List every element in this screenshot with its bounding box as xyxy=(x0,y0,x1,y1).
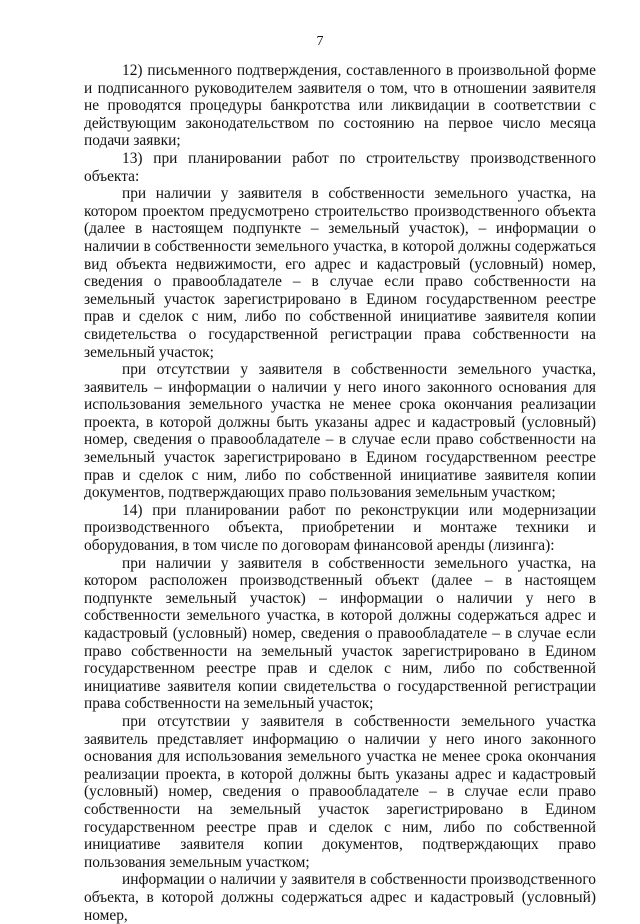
document-body xyxy=(84,62,596,924)
paragraph-land-not-owned-reconstruction: при отсутствии у заявителя в собственности земельного участка заявитель представляет информацию о наличии у него иного законного основания для использования земельного участка не менее срока окончания реализации проекта, в которой должны быть указаны адрес и кадастровый (условный) номер, сведения о правообладателе – в случае если право собственности на земельный участок зарегистрировано в Едином государственном реестре прав и сделок с ним, либо по собственной инициативе заявителя копии документов, подтверждающих право пользования земельным участком; xyxy=(84,712,596,871)
paragraph-land-not-owned: при отсутствии у заявителя в собственности земельного участка, заявитель – информации о наличии у него иного законного основания для использования земельного участка не менее срока окончания реализации проекта, в которой должны быть указаны адрес и кадастровый (условный) номер, сведения о правообладателе – в случае если право собственности на земельный участок зарегистрировано в Едином государственном реестре прав и сделок с ним, либо по собственной инициативе заявителя копии документов, подтверждающих право пользования земельным участком; xyxy=(84,361,596,502)
paragraph-item-12: 12) письменного подтверждения, составленного в произвольной форме и подписанного руководителем заявителя о том, что в отношении заявителя не проводятся процедуры банкротства или ликвидации в соответствии с действующим законодательством по состоянию на первое число месяца подачи заявки; xyxy=(84,62,596,150)
paragraph-land-owned-reconstruction: при наличии у заявителя в собственности земельного участка, на котором расположен производственный объект (далее – в настоящем подпункте земельный участок) – информации о наличии у него в собственности земельного участка, в которой должны содержаться адрес и кадастровый (условный) номер, сведения о правообладателе – в случае если право собственности на земельный участок зарегистрировано в Едином государственном реестре прав и сделок с ним, либо по собственной инициативе заявителя копии свидетельства о государственной регистрации права собственности на земельный участок; xyxy=(84,554,596,713)
page-number: 7 xyxy=(316,34,324,49)
paragraph-production-object-info: информации о наличии у заявителя в собственности производственного объекта, в которой должны содержаться адрес и кадастровый (условный) номер, xyxy=(84,871,596,924)
paragraph-item-14: 14) при планировании работ по реконструкции или модернизации производственного объекта, приобретении и монтаже техники и оборудования, в том числе по договорам финансовой аренды (лизинга): xyxy=(84,501,596,555)
paragraph-item-13: 13) при планировании работ по строительству производственного объекта: xyxy=(84,149,596,185)
paragraph-land-owned: при наличии у заявителя в собственности земельного участка, на котором проектом предусмотрено строительство производственного объекта (далее в настоящем подпункте – земельный участок), – информации о наличии в собственности земельного участка, в которой должны содержаться вид объекта недвижимости, его адрес и кадастровый (условный) номер, сведения о правообладателе – в случае если право собственности на земельный участок зарегистрировано в Едином государственном реестре прав и сделок с ним, либо по собственной инициативе заявителя копии свидетельства о государственной регистрации права собственности на земельный участок; xyxy=(84,185,596,361)
